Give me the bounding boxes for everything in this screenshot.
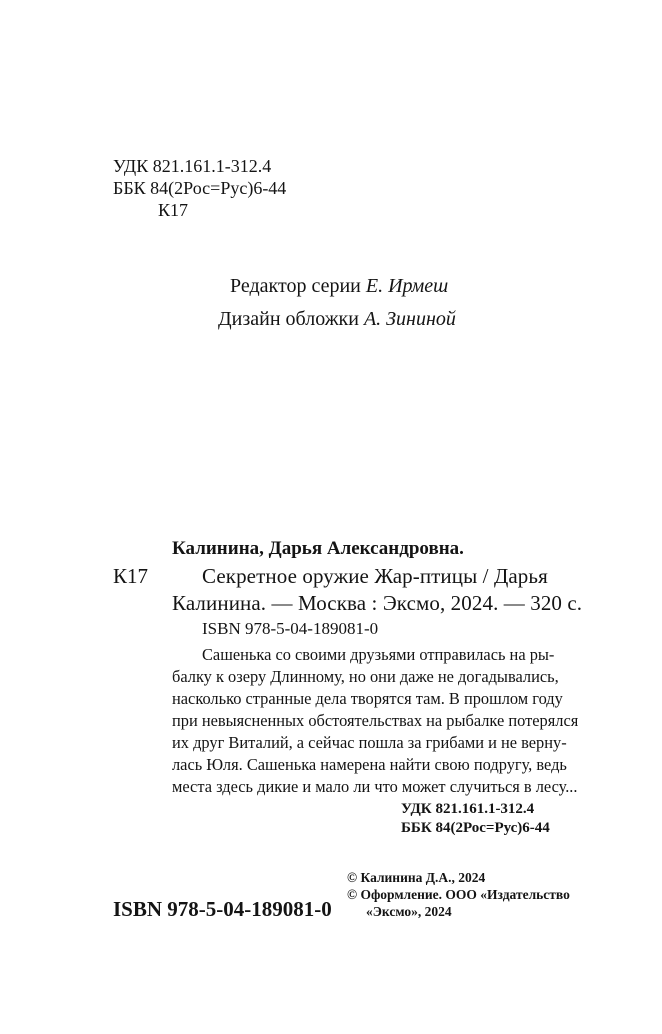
cover-design-credit: [218, 307, 456, 331]
series-editor-credit: [230, 274, 448, 298]
annotation-line: насколько странные дела творятся там. В прошлом году: [172, 689, 563, 708]
top-bbk-code: ББК 84(2Рос=Рус)6-44: [113, 178, 287, 198]
top-author-mark: К17: [158, 200, 189, 220]
cover-design-name: А. Зининой: [363, 308, 456, 330]
catalog-isbn: ISBN 978-5-04-189081-0: [202, 619, 379, 638]
catalog-udk-code: УДК 821.161.1-312.4: [401, 801, 535, 817]
footer-isbn: ISBN 978-5-04-189081-0: [113, 897, 332, 921]
catalog-bbk-code: ББК 84(2Рос=Рус)6-44: [401, 820, 550, 836]
annotation-line: при невыясненных обстоятельствах на рыбалке потерялся: [172, 711, 579, 730]
annotation-line: балку к озеру Длинному, но они даже не догадывались,: [172, 667, 559, 686]
catalog-author: Калинина, Дарья Александровна.: [172, 538, 464, 559]
catalog-author-mark: К17: [113, 564, 149, 588]
copyright-design-line-1: © Оформление. ООО «Издательство: [347, 887, 570, 902]
series-editor-name: Е. Ирмеш: [365, 275, 449, 297]
cover-design-label: Дизайн обложки: [218, 308, 359, 330]
top-udk-code: УДК 821.161.1-312.4: [113, 156, 272, 176]
annotation-line: лась Юля. Сашенька намерена найти свою подругу, ведь: [172, 755, 567, 774]
annotation-line: места здесь дикие и мало ли что может случиться в лесу...: [172, 777, 578, 796]
copyright-author: © Калинина Д.А., 2024: [347, 870, 486, 885]
catalog-annotation: [172, 644, 578, 798]
series-editor-label: Редактор серии: [230, 275, 361, 297]
copyright-design-line-2: «Эксмо», 2024: [366, 904, 452, 919]
annotation-line: их друг Виталий, а сейчас пошла за грибами и не верну-: [172, 733, 567, 752]
catalog-title-line-1: Секретное оружие Жар-птицы / Дарья: [202, 564, 548, 588]
annotation-line: Сашенька со своими друзьями отправилась на ры-: [202, 645, 555, 664]
catalog-title-line-2: Калинина. — Москва : Эксмо, 2024. — 320 с.: [172, 591, 583, 615]
